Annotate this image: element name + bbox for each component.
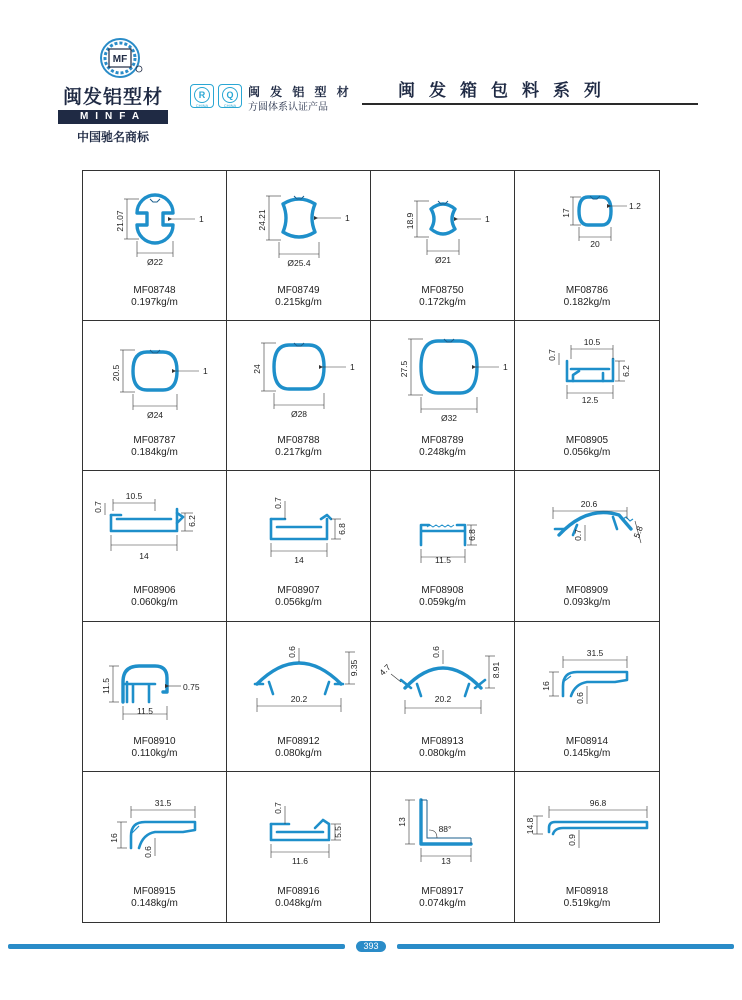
dim-label-h: 6.2 xyxy=(621,365,631,378)
profile-drawing xyxy=(227,321,371,433)
q-cert-badge-icon xyxy=(218,84,242,108)
dim-label-a: 88° xyxy=(438,823,452,834)
dim-label-d: Ø21 xyxy=(434,255,452,265)
profile-code: MF08906 xyxy=(133,585,176,597)
profile-weight: 0.093kg/m xyxy=(563,597,611,609)
profile-drawing xyxy=(227,622,371,734)
profile-weight: 0.060kg/m xyxy=(131,597,178,609)
profile-code: MF08750 xyxy=(421,285,464,296)
dim-label-w: 14 xyxy=(294,555,304,566)
dim-label-h: 14.8 xyxy=(525,817,535,835)
profile-code: MF08913 xyxy=(421,735,464,747)
dim-label-w: 96.8 xyxy=(589,797,607,808)
dim-label-d: Ø25.4 xyxy=(287,258,311,268)
r-cert-badge-icon xyxy=(190,84,214,108)
profile-drawing xyxy=(515,471,659,583)
profile-weight: 0.519kg/m xyxy=(563,897,611,909)
dim-label-h: 20.5 xyxy=(111,364,121,382)
profile-drawing xyxy=(227,471,371,583)
r-badge-caption: CHINA xyxy=(195,103,209,108)
logo-chinese-name: 闽发铝型材 xyxy=(62,86,163,108)
dim-label-t: 0.9 xyxy=(567,833,577,846)
profile-cell xyxy=(227,171,371,321)
profile-drawing xyxy=(371,622,515,734)
brand-logo xyxy=(58,36,168,144)
dim-label-h: 24.21 xyxy=(257,209,267,231)
profile-weight: 0.217kg/m xyxy=(275,447,322,459)
profile-drawing xyxy=(83,622,227,734)
profile-cell xyxy=(83,321,227,471)
footer-bar-right xyxy=(397,944,734,949)
dim-label-s: 4.7 xyxy=(377,661,393,678)
dim-label-w: 11.5 xyxy=(137,705,153,716)
dim-label-h: 6.8 xyxy=(467,529,477,542)
dim-label-w: 20.2 xyxy=(434,693,452,704)
profile-drawing xyxy=(227,171,371,283)
profile-cell xyxy=(515,622,659,772)
dim-label-h: 21.07 xyxy=(115,210,125,232)
profile-cell xyxy=(227,772,371,922)
profile-code: MF08786 xyxy=(565,285,609,296)
page-number: 393 xyxy=(356,941,386,952)
dim-label-h: 9.35 xyxy=(349,659,359,676)
profile-weight: 0.110kg/m xyxy=(131,747,178,759)
dim-label-w: 20.2 xyxy=(290,693,308,704)
profile-code: MF08915 xyxy=(133,885,176,897)
dim-label-h: 6.2 xyxy=(187,515,197,528)
profile-weight: 0.074kg/m xyxy=(419,897,466,909)
profile-cell xyxy=(227,622,371,772)
profile-drawing xyxy=(83,471,227,583)
profile-code: MF08787 xyxy=(133,435,176,447)
dim-label-t: 0.6 xyxy=(143,845,153,858)
dim-label-w: 12.5 xyxy=(581,395,599,406)
profile-drawing xyxy=(371,772,515,884)
profile-grid xyxy=(82,170,660,923)
profile-cell xyxy=(227,471,371,621)
profile-cell xyxy=(83,471,227,621)
q-badge-letter: Q xyxy=(222,87,238,103)
profile-drawing xyxy=(515,321,659,433)
q-badge-caption: CHINA xyxy=(223,103,237,108)
dim-label-t: 1 xyxy=(203,366,208,377)
dim-label-t: 0.75 xyxy=(183,681,200,692)
dim-label-w: 11.6 xyxy=(292,855,308,866)
dim-label-w: 13 xyxy=(441,855,451,866)
dim-label-w: 31.5 xyxy=(586,647,604,658)
profile-code: MF08749 xyxy=(277,285,320,296)
profile-weight: 0.148kg/m xyxy=(131,897,178,909)
profile-cell xyxy=(515,321,659,471)
profile-cell xyxy=(371,622,515,772)
dim-label-w: 31.5 xyxy=(154,797,172,808)
dim-label-t: 0.6 xyxy=(287,645,297,658)
profile-drawing xyxy=(515,622,659,734)
profile-code: MF08789 xyxy=(421,435,464,447)
dim-label-t: 0.6 xyxy=(575,691,585,704)
dim-label-t: 0.7 xyxy=(93,501,103,514)
profile-cell xyxy=(371,171,515,321)
profile-drawing xyxy=(83,171,227,283)
minfa-emblem-icon xyxy=(94,36,146,80)
profile-code: MF08909 xyxy=(565,585,609,597)
profile-cell xyxy=(83,772,227,922)
dim-label-t: 0.6 xyxy=(431,645,441,658)
dim-label-top: 10.5 xyxy=(125,491,143,502)
profile-weight: 0.184kg/m xyxy=(131,447,178,459)
dim-label-d: Ø32 xyxy=(440,413,458,424)
dim-label-h: 17 xyxy=(561,208,571,218)
dim-label-h: 11.5 xyxy=(101,677,111,694)
dim-label-s: 5.8 xyxy=(631,525,645,540)
dim-label-t: 1 xyxy=(350,362,355,373)
dim-label-top: 10.5 xyxy=(583,337,601,348)
dim-label-h: 27.5 xyxy=(399,360,409,378)
profile-weight: 0.080kg/m xyxy=(419,747,466,759)
dim-label-w: 14 xyxy=(139,551,149,562)
profile-code: MF08914 xyxy=(565,735,609,747)
dim-label-t: 0.7 xyxy=(273,801,283,814)
profile-code: MF08905 xyxy=(565,435,609,447)
profile-cell xyxy=(371,321,515,471)
dim-label-d: Ø24 xyxy=(146,410,164,421)
dim-label-h: 18.9 xyxy=(405,212,415,230)
dim-label-t: 0.7 xyxy=(573,529,583,542)
profile-drawing xyxy=(83,772,227,884)
dim-label-w: 11.5 xyxy=(435,555,451,566)
profile-drawing xyxy=(371,471,515,583)
profile-code: MF08916 xyxy=(277,885,320,897)
profile-code: MF08910 xyxy=(133,735,176,747)
profile-weight: 0.182kg/m xyxy=(563,297,611,308)
profile-code: MF08748 xyxy=(133,285,176,296)
profile-cell xyxy=(227,321,371,471)
profile-weight: 0.080kg/m xyxy=(275,747,322,759)
footer-bar-left xyxy=(8,944,345,949)
dim-label-w: 20 xyxy=(590,239,600,249)
dim-label-t: 1.2 xyxy=(629,201,641,211)
dim-label-t: 1 xyxy=(503,362,508,373)
profile-code: MF08788 xyxy=(277,435,320,447)
dim-label-h: 8.91 xyxy=(491,661,501,678)
cert-brand: 闽 发 铝 型 材 xyxy=(248,85,352,99)
profile-drawing xyxy=(515,772,659,884)
profile-cell xyxy=(83,171,227,321)
profile-weight: 0.059kg/m xyxy=(419,597,466,609)
dim-label-h: 16 xyxy=(541,680,551,691)
profile-weight: 0.172kg/m xyxy=(419,297,466,308)
profile-cell xyxy=(371,471,515,621)
dim-label-h: 6.8 xyxy=(337,523,347,536)
profile-weight: 0.197kg/m xyxy=(131,297,178,308)
profile-cell xyxy=(83,622,227,772)
dim-label-t: 0.7 xyxy=(547,349,557,362)
profile-code: MF08907 xyxy=(277,585,320,597)
cert-description: 方圆体系认证产品 xyxy=(248,102,328,113)
r-badge-letter: R xyxy=(194,87,210,103)
profile-cell xyxy=(515,171,659,321)
profile-code: MF08917 xyxy=(421,885,464,897)
profile-drawing xyxy=(515,171,659,283)
profile-drawing xyxy=(83,321,227,433)
profile-drawing xyxy=(371,321,515,433)
profile-drawing xyxy=(371,171,515,283)
dim-label-t: 1 xyxy=(345,213,350,223)
certification-block xyxy=(190,84,360,114)
dim-label-d: Ø28 xyxy=(290,409,308,420)
profile-code: MF08912 xyxy=(277,735,320,747)
dim-label-t: 1 xyxy=(199,214,204,224)
profile-code: MF08918 xyxy=(565,885,609,897)
profile-drawing xyxy=(227,772,371,884)
profile-weight: 0.048kg/m xyxy=(275,897,322,909)
profile-weight: 0.056kg/m xyxy=(275,597,322,609)
profile-cell xyxy=(515,772,659,922)
profile-weight: 0.145kg/m xyxy=(563,747,611,759)
page-footer xyxy=(0,941,742,951)
emblem-text: MF xyxy=(112,54,128,65)
dim-label-t: 0.7 xyxy=(273,497,283,510)
dim-label-h: 13 xyxy=(397,817,407,827)
dim-label-h: 24 xyxy=(252,364,262,374)
series-title: 闽发箱包料系列 xyxy=(398,81,615,101)
logo-tagline: 中国驰名商标 xyxy=(76,130,149,144)
profile-weight: 0.056kg/m xyxy=(563,447,611,459)
dim-label-h: 5.5 xyxy=(333,825,343,838)
header-divider xyxy=(362,103,698,105)
dim-label-h: 16 xyxy=(109,833,119,843)
dim-label-t: 1 xyxy=(485,214,490,224)
profile-code: MF08908 xyxy=(421,585,464,597)
profile-cell xyxy=(515,471,659,621)
profile-cell xyxy=(371,772,515,922)
profile-weight: 0.215kg/m xyxy=(275,297,322,308)
dim-label-d: Ø22 xyxy=(146,257,164,267)
logo-english-name: MINFA xyxy=(58,110,168,124)
profile-weight: 0.248kg/m xyxy=(419,447,466,459)
dim-label-w: 20.6 xyxy=(580,499,598,510)
